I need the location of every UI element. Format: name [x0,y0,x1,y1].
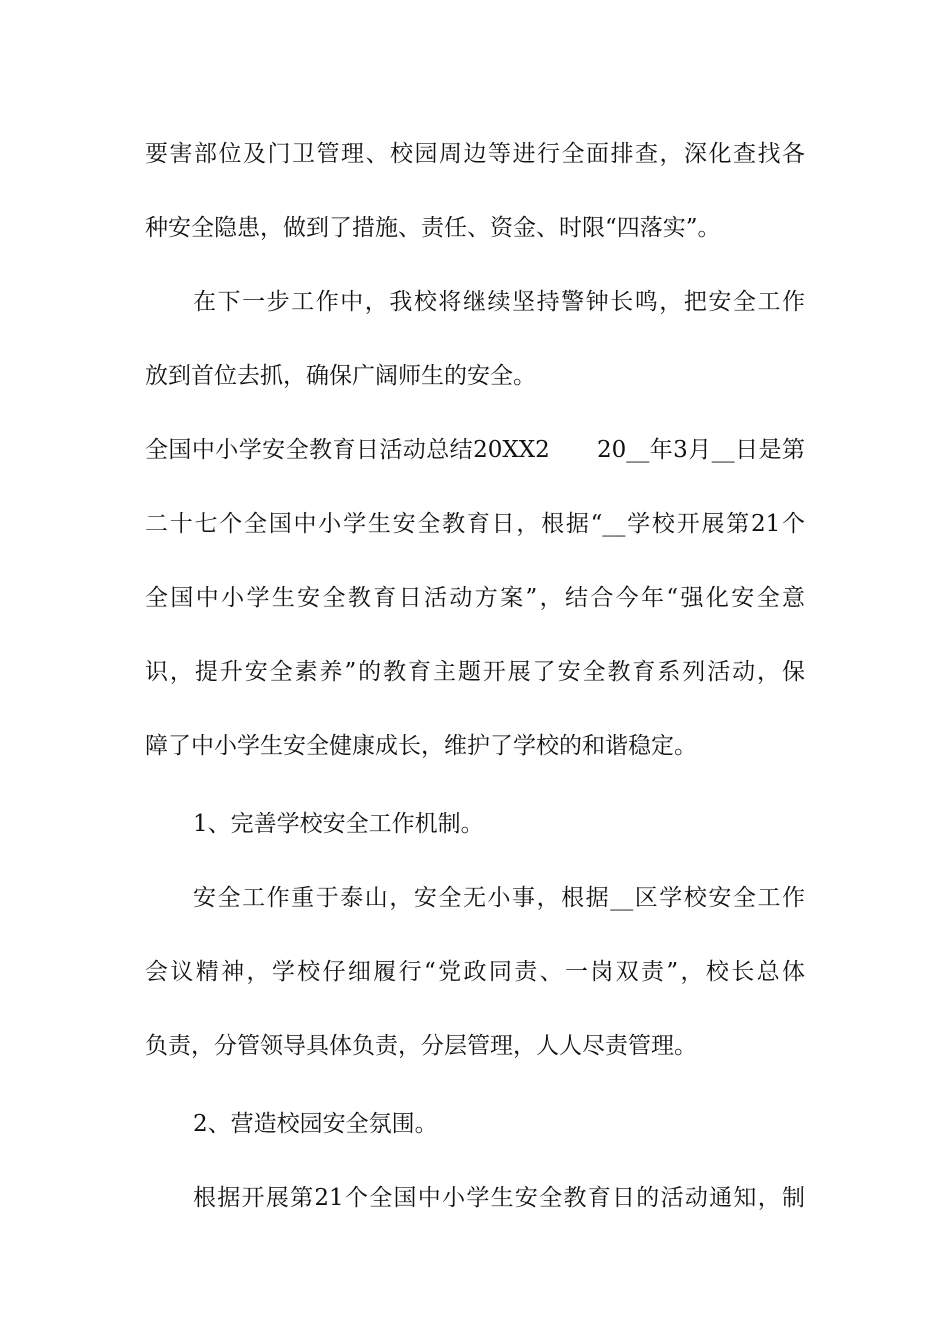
section-heading: 1、完善学校安全工作机制。 [193,811,484,837]
paragraph-line: 全国中小学生安全教育日活动方案”，结合今年“强化安全意 [145,585,805,611]
section-heading: 2、营造校园安全氛围。 [193,1111,438,1137]
paragraph-line: 全国中小学安全教育日活动总结20XX2 20__年3月__日是第 [145,437,805,463]
paragraph-line: 安全工作重于泰山，安全无小事，根据__区学校安全工作 [193,885,805,911]
paragraph-line: 放到首位去抓，确保广阔师生的安全。 [145,363,536,389]
paragraph-line: 根据开展第21个全国中小学生安全教育日的活动通知，制 [193,1185,805,1211]
paragraph-line: 种安全隐患，做到了措施、责任、资金、时限“四落实”。 [145,215,721,241]
paragraph-line: 负责，分管领导具体负责，分层管理，人人尽责管理。 [145,1033,697,1059]
paragraph-line: 识，提升安全素养”的教育主题开展了安全教育系列活动，保 [145,659,805,685]
paragraph-line: 会议精神，学校仔细履行“党政同责、一岗双责”，校长总体 [145,959,805,985]
paragraph-line: 要害部位及门卫管理、校园周边等进行全面排查，深化查找各 [145,141,805,167]
paragraph-line: 在下一步工作中，我校将继续坚持警钟长鸣，把安全工作 [193,289,805,315]
paragraph-line: 二十七个全国中小学生安全教育日，根据“__学校开展第21个 [145,511,805,537]
paragraph-line: 障了中小学生安全健康成长，维护了学校的和谐稳定。 [145,733,697,759]
